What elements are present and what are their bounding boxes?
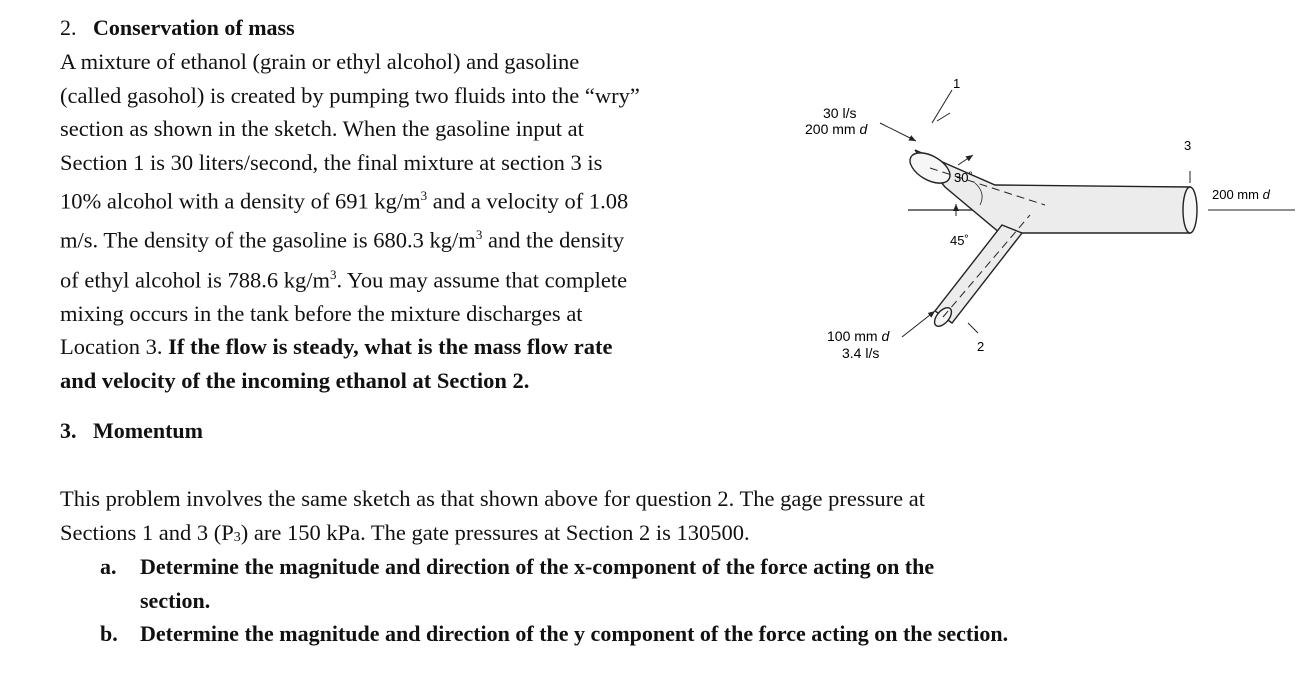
q2-line: m/s. The density of the gasoline is 680.3 $kg/m^3$ and the density — [60, 227, 625, 253]
question-3-number: 3. — [60, 418, 77, 443]
q2-line: (called gasohol) is created by pumping two fluids into the “wry” — [60, 82, 640, 108]
q2-line: section as shown in the sketch. When the gasoline input at — [60, 116, 584, 142]
question-2-number: 2. — [60, 15, 77, 40]
wye-section-sketch — [790, 75, 1302, 375]
question-3-body — [60, 482, 1160, 554]
section-2-label: 2 — [977, 339, 985, 354]
section-3-dia: 200 mm d — [1212, 187, 1270, 202]
section-1-flow: 30 l/s — [823, 105, 857, 121]
section-1-label: 1 — [953, 76, 961, 91]
q3-item-b: b. Determine the magnitude and direction of the y component of the force acting on the section. — [100, 621, 1009, 646]
q2-line: Section 1 is 30 liters/second, the final mixture at section 3 is — [60, 149, 603, 175]
question-2-header — [60, 15, 295, 41]
q2-line: mixing occurs in the tank before the mixture discharges at — [60, 300, 583, 326]
q2-line: A mixture of ethanol (grain or ethyl alcohol) and gasoline — [60, 49, 580, 74]
section-3-label: 3 — [1184, 138, 1192, 153]
question-3-title: Momentum — [93, 418, 203, 443]
angle-30-label: 30˚ — [954, 170, 973, 185]
question-2-title: Conservation of mass — [93, 15, 295, 40]
section-2-flow: 3.4 l/s — [842, 345, 880, 361]
q3-line: This problem involves the same sketch as that shown above for question 2. The gage pressure at — [60, 486, 925, 511]
q2-line: Location 3. If the flow is steady, what is the mass flow rate — [60, 334, 613, 360]
q3-line: Sections 1 and 3 $(P_3)$ are 150 kPa. The gate pressures at Section 2 is 130500. — [60, 519, 750, 545]
angle-45-label: 45˚ — [950, 233, 969, 248]
q2-line: 10% alcohol with a density of 691 $kg/m^3$ and a velocity of 1.08 — [60, 188, 629, 214]
q3-item-a-cont: section. — [140, 588, 211, 613]
section-2-dia: 100 mm d — [827, 328, 890, 344]
q2-line: of ethyl alcohol is 788.6 $kg/m^3$. You may assume that complete — [60, 266, 628, 293]
section-1-dia: 200 mm d — [805, 121, 868, 137]
q2-line: and velocity of the incoming ethanol at Section 2. — [60, 367, 530, 393]
pipe-branch-1 — [915, 150, 1190, 233]
question-3-header — [60, 418, 203, 444]
section-3-end — [1183, 187, 1197, 233]
q3-item-a: a. Determine the magnitude and direction of the x-component of the force acting on the — [100, 554, 935, 579]
question-2-body — [60, 45, 780, 397]
